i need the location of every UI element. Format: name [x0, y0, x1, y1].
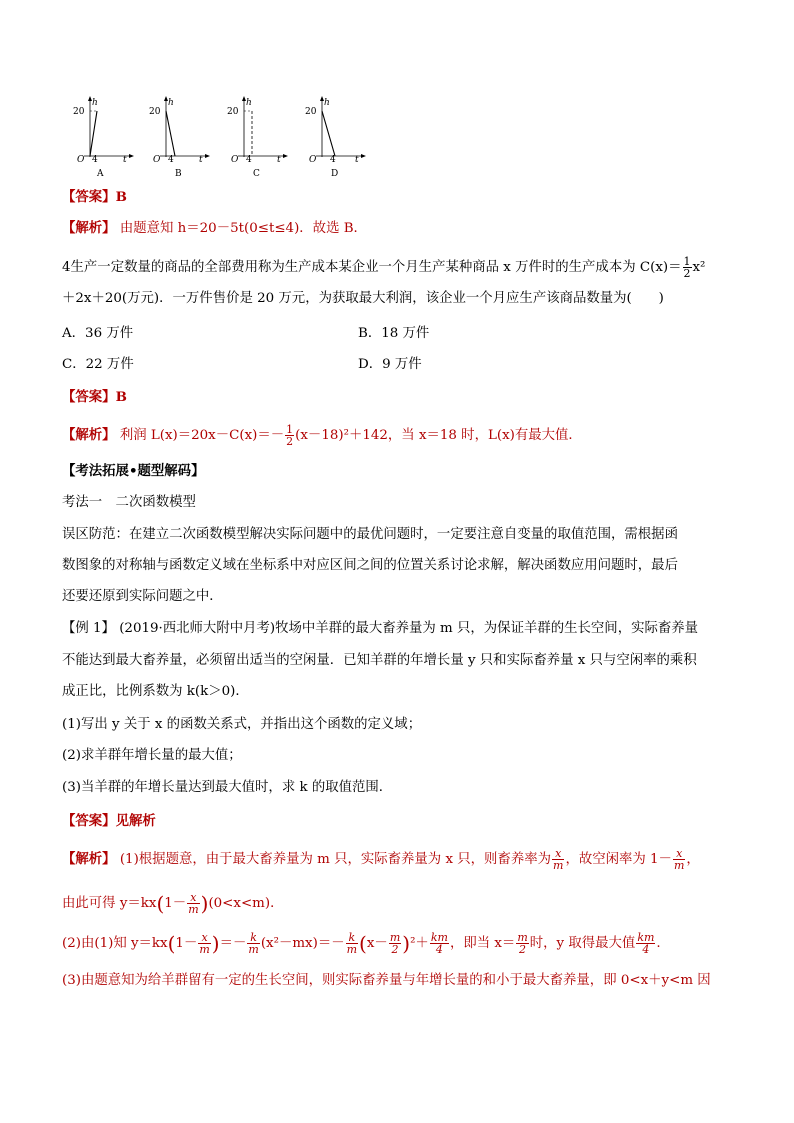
analysis-pre: 利润 L(x)＝20x－C(x)＝－	[115, 428, 285, 443]
example-analysis-3	[62, 932, 661, 955]
fraction	[430, 932, 449, 955]
q4-option-a: A．36 万件	[62, 326, 134, 341]
frac-den: 2	[286, 435, 294, 448]
a1-mid: ，故空闲率为 1－	[565, 852, 672, 867]
fraction	[636, 932, 655, 955]
frac-den: 4	[435, 943, 443, 956]
example-analysis-2	[62, 892, 284, 915]
y-tick-label: 20	[73, 107, 85, 117]
x-tick-label: 4	[246, 155, 252, 165]
frac-den: m	[188, 903, 199, 916]
answer-value: 见解析	[115, 813, 156, 829]
frac-num: x	[198, 932, 210, 944]
fraction	[247, 932, 259, 955]
origin-label: O	[309, 155, 317, 165]
x-axis-label: t	[277, 155, 281, 165]
paren-open: (	[167, 931, 176, 956]
x-tick-label: 4	[168, 155, 174, 165]
graph-c	[227, 96, 288, 179]
paren-close: )	[402, 931, 411, 956]
origin-label: O	[77, 155, 85, 165]
example-line-3: 成正比，比例系数为 k(k＞0)．	[62, 684, 249, 699]
frac-num: km	[430, 931, 448, 944]
graph-letter: B	[175, 169, 182, 179]
frac-num: 1	[683, 255, 691, 268]
y-tick-label: 20	[227, 107, 239, 117]
fraction	[187, 892, 199, 915]
frac-num: x	[673, 848, 685, 860]
example-sub-2: (2)求羊群年增长量的最大值；	[62, 748, 242, 763]
a3-part5: x－	[366, 936, 388, 951]
frac-den: 2	[391, 943, 399, 956]
graph-a	[73, 96, 134, 179]
graph-line	[166, 111, 175, 156]
arrow-right-icon	[129, 154, 134, 158]
graph-d	[305, 96, 366, 179]
frac-num: k	[247, 932, 259, 944]
graph-letter: C	[253, 169, 260, 179]
origin-label: O	[231, 155, 239, 165]
example-sub-1: (1)写出 y 关于 x 的函数关系式，并指出这个函数的定义域；	[62, 717, 422, 732]
analysis-tag: 【解析】	[62, 851, 116, 867]
example-analysis-4: (3)由题意知为给羊群留有一定的生长空间，则实际畜养量与年增长量的和小于最大畜养量，即 0<x＋y<m 因	[62, 973, 711, 988]
a2-inner: 1－	[164, 896, 187, 911]
a2-post: (0<x<m)．	[208, 896, 284, 911]
arrow-right-icon	[205, 154, 210, 158]
frac-num: m	[389, 931, 401, 944]
graph-line	[90, 111, 97, 156]
fraction	[552, 848, 564, 871]
frac-num: x	[552, 848, 564, 860]
fraction	[683, 256, 692, 279]
q4-stem-line1	[62, 256, 705, 279]
graph-b	[149, 96, 210, 179]
a3-part3: ＝－	[219, 936, 247, 951]
tip-line-1: 误区防范：在建立二次函数模型解决实际问题中的最优问题时，一定要注意自变量的取值范围，需根据函	[62, 527, 678, 542]
fraction	[516, 932, 528, 955]
frac-den: m	[248, 943, 259, 956]
graph-letter: D	[331, 169, 339, 179]
frac-den: m	[553, 859, 564, 872]
arrow-right-icon	[361, 154, 366, 158]
x-axis-label: t	[199, 155, 203, 165]
frac-num: k	[346, 932, 358, 944]
fraction	[285, 424, 294, 447]
answer-tag: 【答案】	[62, 813, 116, 829]
y-tick-label: 20	[149, 107, 161, 117]
fraction	[389, 932, 401, 955]
q4-option-d: D．9 万件	[358, 357, 422, 372]
frac-num: x	[187, 892, 199, 904]
q4-stem-text: 4生产一定数量的商品的全部费用称为生产成本某企业一个月生产某种商品 x 万件时的生产成本为 C(x)＝	[62, 260, 682, 275]
graph-letter: A	[97, 169, 104, 179]
x-tick-label: 4	[92, 155, 98, 165]
analysis-tag: 【解析】	[62, 427, 116, 443]
example-analysis-1	[62, 848, 700, 871]
frac-den: 4	[642, 943, 650, 956]
q4-option-c: C．22 万件	[62, 357, 134, 372]
method-title: 考法一 二次函数模型	[62, 495, 196, 510]
y-axis-label: h	[92, 98, 98, 108]
q3-answer	[62, 188, 127, 207]
y-axis-label: h	[168, 98, 174, 108]
tip-line-3: 还要还原到实际问题之中．	[62, 589, 223, 604]
y-tick-label: 20	[305, 107, 317, 117]
q4-stem-tail: x²	[692, 260, 706, 275]
graph-line	[322, 111, 335, 156]
paren-close: )	[200, 891, 209, 916]
example-line-2: 不能达到最大畜养量，必须留出适当的空闲量．已知羊群的年增长量 y 只和实际畜养量 x 只与空闲率的乘积	[62, 653, 697, 668]
a3-part6: ²＋	[410, 936, 429, 951]
example-answer	[62, 812, 156, 831]
analysis-text: 由题意知 h＝20－5t(0≤t≤4)．故选 B．	[115, 221, 367, 236]
a3-part8: 时，y 取得最大值	[529, 936, 636, 951]
section-heading: 【考法拓展•题型解码】	[62, 463, 205, 479]
a3-pre: (2)由(1)知 y＝kx	[62, 936, 168, 951]
a3-part9: .	[656, 936, 661, 951]
q4-analysis	[62, 424, 582, 447]
example-line-1: 【例 1】 (2019·西北师大附中月考)牧场中羊群的最大畜养量为 m 只，为保证羊群的生长空间，实际畜养量	[62, 621, 699, 636]
tip-line-2: 数图象的对称轴与函数定义域在坐标系中对应区间之间的位置关系讨论求解，解决函数应用问题时，最后	[62, 558, 678, 573]
paren-open: (	[359, 931, 367, 956]
answer-tag: 【答案】	[62, 389, 116, 405]
a1-pre: (1)根据题意，由于最大畜养量为 m 只，实际畜养量为 x 只，则畜养率为	[115, 852, 551, 867]
x-axis-label: t	[123, 155, 127, 165]
frac-den: m	[346, 943, 358, 956]
a3-part4: (x²－mx)＝－	[260, 936, 345, 951]
fraction	[673, 848, 685, 871]
paren-open: (	[156, 891, 165, 916]
paren-close: )	[211, 931, 220, 956]
analysis-tag: 【解析】	[62, 220, 116, 236]
fraction	[198, 932, 210, 955]
frac-den: 2	[519, 943, 527, 956]
frac-num: km	[637, 931, 655, 944]
q4-answer	[62, 388, 127, 407]
example-sub-3: (3)当羊群的年增长量达到最大值时，求 k 的取值范围．	[62, 780, 393, 795]
q4-stem-line2: ＋2x＋20(万元)．一万件售价是 20 万元，为获取最大利润，该企业一个月应生产该商品数量为( )	[62, 291, 664, 306]
analysis-post: (x－18)²＋142，当 x＝18 时，L(x)有最大值．	[295, 428, 582, 443]
answer-value: B	[115, 189, 127, 205]
fraction	[346, 932, 358, 955]
x-tick-label: 4	[330, 155, 336, 165]
arrow-right-icon	[283, 154, 288, 158]
a1-end: ，	[686, 852, 700, 867]
frac-den: 2	[683, 267, 691, 280]
a3-part2: 1－	[175, 936, 198, 951]
frac-den: m	[199, 943, 210, 956]
frac-num: 1	[286, 423, 294, 436]
y-axis-label: h	[324, 98, 330, 108]
frac-num: m	[517, 931, 528, 944]
answer-value: B	[115, 389, 127, 405]
frac-den: m	[673, 859, 685, 872]
a2-pre: 由此可得 y＝kx	[62, 896, 157, 911]
q3-analysis	[62, 219, 367, 238]
q4-option-b: B．18 万件	[358, 326, 430, 341]
answer-tag: 【答案】	[62, 189, 116, 205]
origin-label: O	[153, 155, 161, 165]
y-axis-label: h	[246, 98, 252, 108]
x-axis-label: t	[355, 155, 359, 165]
graph-options	[62, 94, 382, 180]
a3-part7: ，即当 x＝	[449, 936, 516, 951]
